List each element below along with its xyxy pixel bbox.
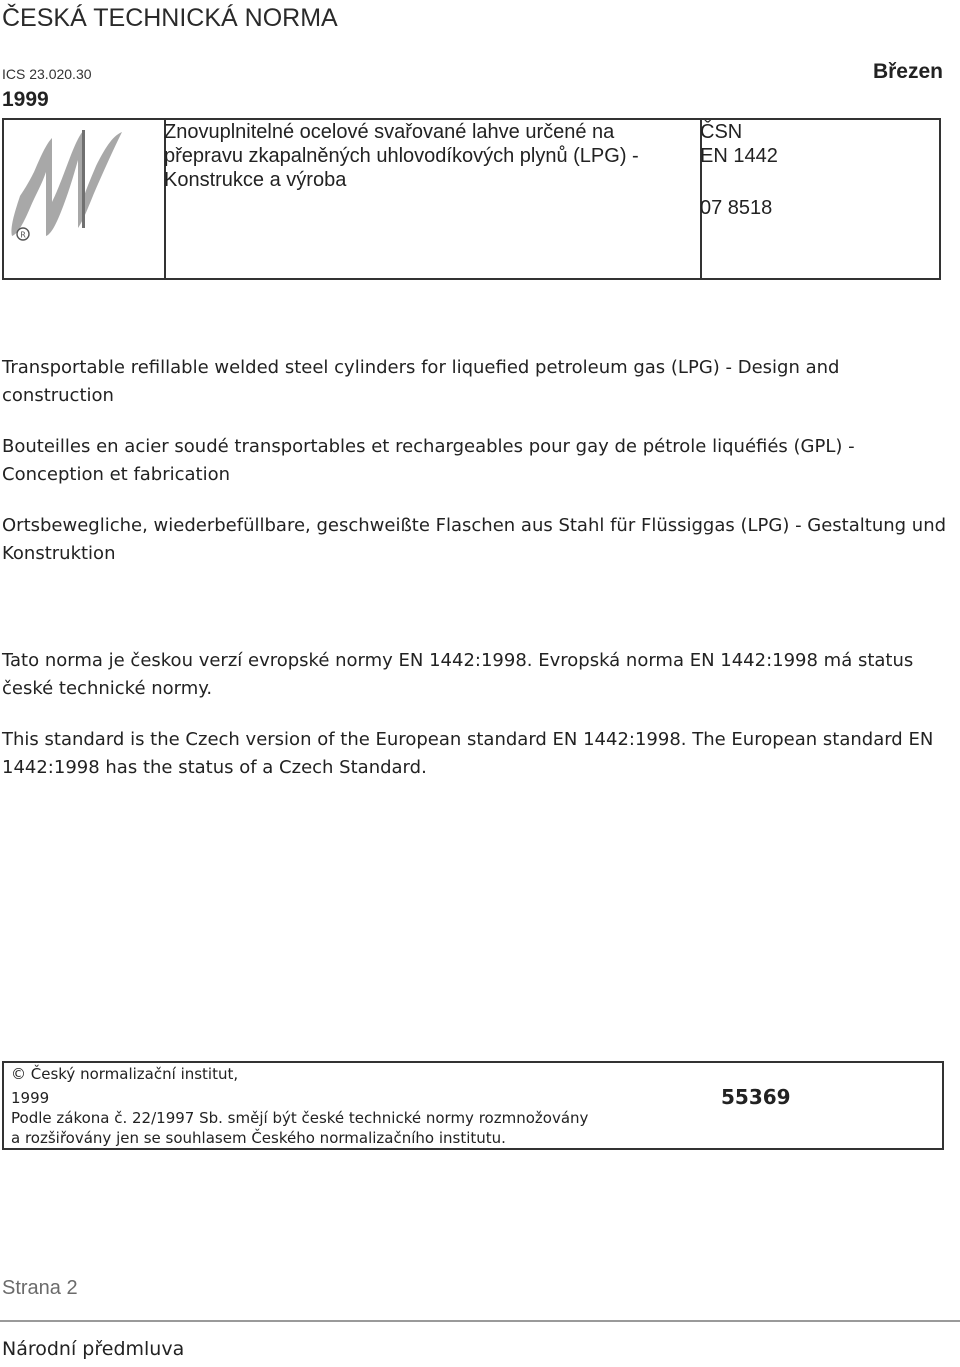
designation-number: EN 1442 bbox=[700, 145, 778, 167]
standard-designation bbox=[700, 120, 778, 220]
copyright-year: 1999 bbox=[11, 1089, 50, 1107]
publication-month: Březen bbox=[872, 60, 943, 83]
section-heading: Národní předmluva bbox=[2, 1338, 185, 1360]
copyright-box bbox=[2, 1061, 944, 1150]
czech-version-statement: Tato norma je českou verzí evropské normy EN 1442:1998. Evropská norma EN 1442:1998 má status české technické normy. bbox=[2, 650, 914, 699]
french-title: Bouteilles en acier soudé transportables et rechargeables pour gay de pétrole liquéfiés (GPL) - Conception et fabrication bbox=[2, 436, 855, 485]
english-title: Transportable refillable welded steel cylinders for liquefied petroleum gas (LPG) - Design and construction bbox=[2, 357, 840, 406]
page-number-label: Strana 2 bbox=[2, 1277, 78, 1299]
copyright-notice-line1: Podle zákona č. 22/1997 Sb. smějí být české technické normy rozmnožovány bbox=[11, 1109, 589, 1127]
catalog-code: 55369 bbox=[721, 1085, 791, 1109]
designation-prefix: ČSN bbox=[700, 121, 743, 143]
classification-number: 07 8518 bbox=[700, 197, 773, 219]
czech-title: Znovuplnitelné ocelové svařované lahve určené na přepravu zkapalněných uhlovodíkových plynů (LPG) - Konstrukce a výroba bbox=[164, 121, 639, 191]
german-title: Ortsbewegliche, wiederbefüllbare, geschweißte Flaschen aus Stahl für Flüssiggas (LPG) - Gestaltung und Konstruktion bbox=[2, 515, 947, 564]
copyright-holder: © Český normalizační institut, bbox=[11, 1065, 239, 1083]
english-version-statement: This standard is the Czech version of the European standard EN 1442:1998. The European standard EN 1442:1998 has the status of a Czech Standard. bbox=[2, 729, 934, 778]
page-divider bbox=[0, 1320, 960, 1322]
copyright-notice-line2: a rozšiřovány jen se souhlasem Českého normalizačního institutu. bbox=[11, 1129, 506, 1147]
publication-year: 1999 bbox=[2, 88, 49, 111]
cni-logo-icon bbox=[6, 124, 128, 244]
ics-code: ICS 23.020.30 bbox=[2, 66, 92, 82]
svg-text:R: R bbox=[20, 230, 26, 240]
document-type-heading: ČESKÁ TECHNICKÁ NORMA bbox=[2, 4, 338, 32]
